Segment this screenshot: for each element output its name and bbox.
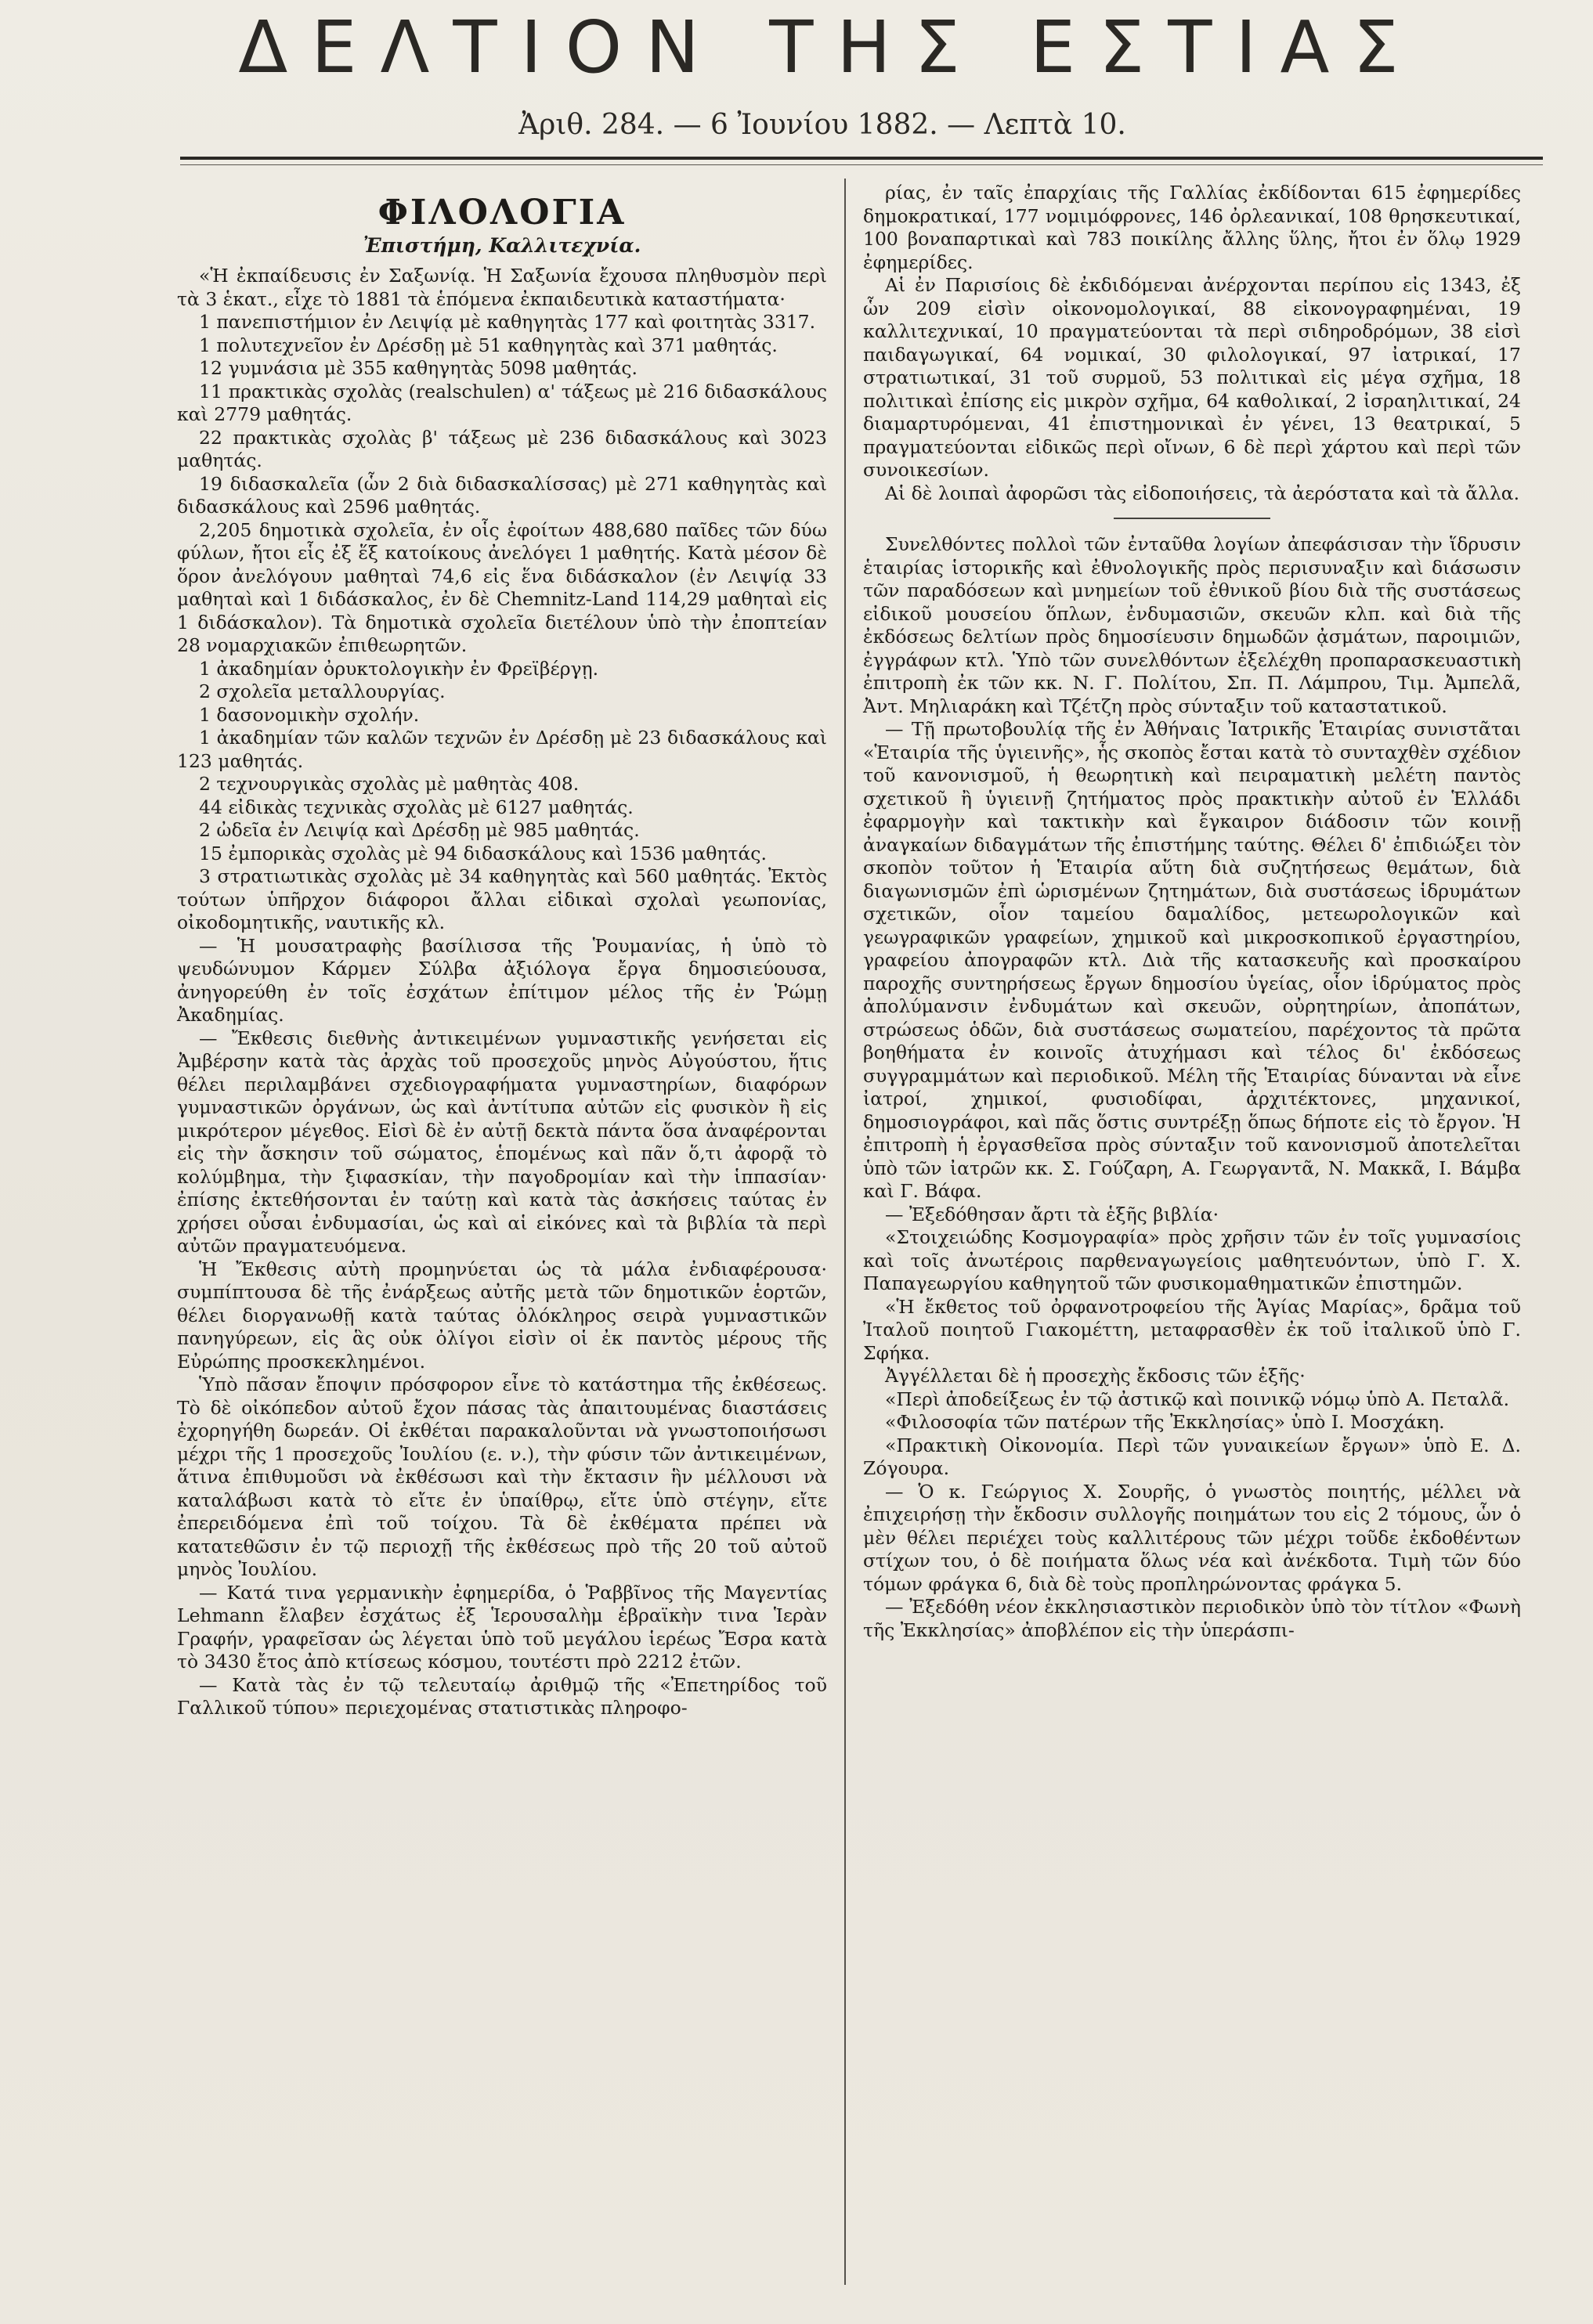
- right-column: [863, 182, 1521, 1642]
- article-paragraph: — Ἡ μουσατραφὴς βασίλισσα τῆς Ῥουμανίας, ἡ ὑπὸ τὸ ψευδώνυμον Κάρμεν Σύλβα ἀξιόλογα ἔργα δημοσιεύουσα, ἀνηγορεύθη ἐν τοῖς ἐσχάτων ἐπίτιμον μέλος τῆς ἐν Ῥώμῃ Ἀκαδημίας.: [177, 934, 827, 1026]
- article-paragraph: 1 πανεπιστήμιον ἐν Λειψίᾳ μὲ καθηγητὰς 177 καὶ φοιτητὰς 3317.: [199, 311, 816, 333]
- article-paragraph: «Ἡ ἔκθετος τοῦ ὀρφανοτροφείου τῆς Ἁγίας Μαρίας», δρᾶμα τοῦ Ἰταλοῦ ποιητοῦ Γιακομέττη, μεταφρασθὲν ἐκ τοῦ ἰταλικοῦ ὑπὸ Γ. Σφήκα.: [863, 1295, 1521, 1364]
- article-paragraph: 2 ὠδεῖα ἐν Λειψίᾳ καὶ Δρέσδῃ μὲ 985 μαθητάς.: [199, 819, 640, 841]
- left-paragraphs: [177, 265, 827, 1720]
- article-paragraph: Ὑπὸ πᾶσαν ἔποψιν πρόσφορον εἶνε τὸ κατάστημα τῆς ἐκθέσεως. Τὸ δὲ οἰκόπεδον αὐτοῦ ἔχον πάσας τὰς ἀπαιτουμένας διαστάσεις ἐχορηγήθη δωρεάν. Οἱ ἐκθέται παρακαλοῦνται νὰ γνωστοποιήσωσι μέχρι τῆς 1 προσεχοῦς Ἰουλίου (ε. ν.), τὴν φύσιν τῶν ἀντικειμένων, ἅτινα ἐπιθυμοῦσι νὰ ἐκθέσωσι καὶ τὴν ἔκτασιν ἣν μέλλουσι νὰ καταλάβωσι κατὰ τὸ εἴτε ἐν ὑπαίθρῳ, εἴτε ὑπὸ στέγην, εἴτε ἐπερειδόμενα ἐπὶ τοῦ τοίχου. Τὰ δὲ ἐκθέματα πρέπει νὰ κατατεθῶσιν ἐν τῷ περιοχῇ τῆς ἐκθέσεως πρὸ τῆς 20 τοῦ αὐτοῦ μηνὸς Ἰουλίου.: [177, 1373, 827, 1580]
- article-paragraph: 1 ἀκαδημίαν ὀρυκτολογικὴν ἐν Φρεϊβέργῃ.: [199, 657, 599, 680]
- article-paragraph: «Πρακτικὴ Οἰκονομία. Περὶ τῶν γυναικείων ἔργων» ὑπὸ Ε. Δ. Ζόγουρα.: [863, 1434, 1521, 1479]
- issue-line: Ἀριθ. 284. — 6 Ἰουνίου 1882. — Λεπτὰ 10.: [518, 109, 1126, 141]
- right-paragraphs-press: [863, 182, 1521, 505]
- article-paragraph: Ἡ Ἔκθεσις αὐτὴ προμηνύεται ὡς τὰ μάλα ἐνδιαφέρουσα· συμπίπτουσα δὲ τῆς ἐνάρξεως αὐτῆς μετὰ τῶν δημοτικῶν ἑορτῶν, θέλει διοργανωθῇ κατὰ ταύτας ὁλόκληρος σειρὰ γυμναστικῶν πανηγύρεων, εἰς ἃς οὐκ ὀλίγοι εἰσὶν οἱ ἐκ παντὸς μέρους τῆς Εὐρώπης προσκεκλημένοι.: [177, 1258, 827, 1373]
- article-paragraph: 3 στρατιωτικὰς σχολὰς μὲ 34 καθηγητὰς καὶ 560 μαθητάς. Ἐκτὸς τούτων ὑπῆρχον διάφοροι ἄλλαι εἰδικαὶ σχολαὶ γεωπονίας, οἰκοδομητικῆς, ναυτικῆς κλ.: [177, 865, 827, 933]
- article-paragraph: «Περὶ ἀποδείξεως ἐν τῷ ἀστικῷ καὶ ποινικῷ νόμῳ ὑπὸ Α. Πεταλᾶ.: [885, 1388, 1510, 1410]
- article-paragraph: Συνελθόντες πολλοὶ τῶν ἐνταῦθα λογίων ἀπεφάσισαν τὴν ἵδρυσιν ἑταιρίας ἱστορικῆς καὶ ἐθνολογικῆς πρὸς περισυναξιν καὶ διάσωσιν τῶν παραδόσεων καὶ μνημείων τοῦ ἐθνικοῦ βίου διὰ τῆς συστάσεως εἰδικοῦ μουσείου ὅπλων, ἐνδυμασιῶν, σκευῶν κλπ. καὶ διὰ τῆς ἐκδόσεως δελτίων πρὸς δημοσίευσιν δημωδῶν ᾀσμάτων, παροιμιῶν, ἐγγράφων κτλ. Ὑπὸ τῶν συνελθόντων ἐξελέχθη προπαρασκευαστικὴ ἐπιτροπὴ ἐκ τῶν κκ. Ν. Γ. Πολίτου, Σπ. Π. Λάμπρου, Τιμ. Ἀμπελᾶ, Ἀντ. Μηλιαράκη καὶ Τζέτζη πρὸς σύνταξιν τοῦ καταστατικοῦ.: [863, 533, 1521, 717]
- article-paragraph: 2 τεχνουργικὰς σχολὰς μὲ μαθητὰς 408.: [199, 773, 580, 795]
- masthead-title: ΔΕΛΤΙΟΝ ΤΗΣ ΕΣΤΙΑΣ: [238, 5, 1422, 89]
- right-paragraphs-news: [863, 533, 1521, 1642]
- article-paragraph: — Ἐξεδόθη νέον ἐκκλησιαστικὸν περιοδικὸν ὑπὸ τὸν τίτλον «Φωνὴ τῆς Ἐκκλησίας» ἀποβλέπον εἰς τὴν ὑπεράσπι-: [863, 1596, 1521, 1641]
- article-paragraph: «Φιλοσοφία τῶν πατέρων τῆς Ἐκκλησίας» ὑπὸ Ι. Μοσχάκη.: [885, 1411, 1445, 1433]
- article-paragraph: 2,205 δημοτικὰ σχολεῖα, ἐν οἷς ἐφοίτων 488,680 παῖδες τῶν δύω φύλων, ἤτοι εἷς ἐξ ἕξ κατοίκους ἀνελόγει 1 μαθητής. Κατὰ μέσον δὲ ὅρον ἀνελόγουν μαθηταὶ 74,6 εἰς ἕνα διδάσκαλον (ἐν Λειψίᾳ 33 μαθηταὶ καὶ 1 διδάσκαλος, ἐν δὲ Chemnitz-Land 114,29 μαθηταὶ εἰς 1 διδάσκαλον). Τὰ δημοτικὰ σχολεῖα διετέλουν ὑπὸ τὴν ἐποπτείαν 28 νομαρχιακῶν ἐπιθεωρητῶν.: [177, 518, 827, 656]
- article-paragraph: ρίας, ἐν ταῖς ἐπαρχίαις τῆς Γαλλίας ἐκδίδονται 615 ἐφημερίδες δημοκρατικαί, 177 νομιμόφρονες, 146 ὀρλεανικαί, 108 θρησκευτικαί, 100 βοναπαρτικαὶ καὶ 783 ποικίλης ἄλλης ὕλης, ἤτοι ἐν ὅλῳ 1929 ἐφημερίδες.: [863, 182, 1521, 273]
- article-paragraph: — Τῇ πρωτοβουλίᾳ τῆς ἐν Ἀθήναις Ἰατρικῆς Ἑταιρίας συνιστᾶται «Ἑταιρία τῆς ὑγιεινῆς», ἧς σκοπὸς ἔσται κατὰ τὸ συνταχθὲν σχέδιον τοῦ κανονισμοῦ, ἡ θεωρητικὴ καὶ πειραματικὴ μελέτη παντὸς σχετικοῦ ἢ ὑγιεινῇ ζητήματος πρὸς πρακτικὴν αὐτοῦ ἐν Ἑλλάδι ἐφαρμογὴν καὶ τακτικὴν καὶ ἔγκαιρον διάδοσιν τῶν κοινῇ ἀναγκαίων διδαγμάτων τῆς ἐπιστήμης ταύτης. Θέλει δ' ἐπιδιώξει τὸν σκοπὸν τοῦτον ἡ Ἑταιρία αὕτη διὰ συζητήσεως θεμάτων, διὰ διαγωνισμῶν ἐπὶ ὡρισμένων ζητημάτων, διὰ συστάσεως ἱδρυμάτων σχετικῶν, οἷον ταμείου δαμαλίδος, μετεωρολογικῶν καὶ γεωγραφικῶν γραφείων, χημικοῦ καὶ μικροσκοπικοῦ ἐργαστηρίου, γραφείου ἀπογραφῶν κτλ. Διὰ τῆς κατασκευῆς καὶ προσκαίρου παροχῆς συντηρήσεως ἔργων δημοσίου ὑγείας, οἷον ἱδρύματος πρὸς ἀπολύμανσιν ἐνδυμάτων καὶ σκευῶν, οὐρητηρίων, ἀποπάτων, στρώσεως ὁδῶν, διὰ συστάσεως σωματείου, παρέχοντος τὰ πρῶτα βοηθήματα ἐν κοινοῖς ἀτυχήμασι καὶ τέλος δι' ἐκδόσεως συγγραμμάτων καὶ περιοδικοῦ. Μέλη τῆς Ἑταιρίας δύνανται νὰ εἶνε ἰατροί, χημικοί, φυσιοδίφαι, ἀρχιτέκτονες, μηχανικοί, δημοσιογράφοι, καὶ πᾶς ὅστις συντρέξῃ ὅπως δήποτε εἰς τὸ ἔργον. Ἡ ἐπιτροπὴ ἡ ἐργασθεῖσα πρὸς σύνταξιν τοῦ κανονισμοῦ ἀποτελεῖται ὑπὸ τῶν ἰατρῶν κκ. Σ. Γούζαρη, Α. Γεωργαντᾶ, Ν. Μακκᾶ, Ι. Βάμβα καὶ Γ. Βάφα.: [863, 718, 1521, 1202]
- article-paragraph: 1 ἀκαδημίαν τῶν καλῶν τεχνῶν ἐν Δρέσδῃ μὲ 23 διδασκάλους καὶ 123 μαθητάς.: [177, 727, 827, 772]
- article-paragraph: Αἱ ἐν Παρισίοις δὲ ἐκδιδόμεναι ἀνέρχονται περίπου εἰς 1343, ἐξ ὧν 209 εἰσὶν οἰκονομολογικαί, 88 εἰκονογραφημέναι, 19 καλλιτεχνικαί, 10 πραγματεύονται τὰ περὶ σιδηροδρόμων, 38 εἰσὶ παιδαγωγικαί, 64 νομικαί, 30 φιλολογικαί, 97 ἰατρικαί, 17 στρατιωτικαί, 31 τοῦ συρμοῦ, 53 πολιτικαὶ εἰς μέγα σχῆμα, 18 πολιτικαὶ ἐπίσης εἰς μικρὸν σχῆμα, 64 καθολικαί, 2 ἰσραηλιτικαί, 24 διαμαρτυρόμεναι, 41 ἐπιστημονικαὶ ἐν γένει, 13 θεατρικαί, 5 πραγματεύονται εἰδικῶς περὶ οἴνων, 6 δὲ περὶ χάρτου καὶ περὶ τῶν συνοικεσίων.: [863, 274, 1521, 481]
- article-paragraph: — Ὁ κ. Γεώργιος Χ. Σουρῆς, ὁ γνωστὸς ποιητής, μέλλει νὰ ἐπιχειρήσῃ τὴν ἔκδοσιν συλλογῆς ποιημάτων του εἰς 2 τόμους, ὧν ὁ μὲν θέλει περιέχει τοὺς καλλιτέρους τῶν μέχρι τοῦδε ἐκδοθέντων στίχων του, ὁ δὲ ποιήματα ὅλως νέα καὶ ἀνέκδοτα. Τιμὴ τῶν δύο τόμων φράγκα 6, διὰ δὲ τοὺς προπληρώνοντας φράγκα 5.: [863, 1480, 1521, 1595]
- article-paragraph: Αἱ δὲ λοιπαὶ ἀφορῶσι τὰς εἰδοποιήσεις, τὰ ἀερόστατα καὶ τὰ ἄλλα.: [885, 482, 1520, 504]
- article-paragraph: — Ἐξεδόθησαν ἄρτι τὰ ἑξῆς βιβλία·: [885, 1203, 1219, 1225]
- article-paragraph: 44 εἰδικὰς τεχνικὰς σχολὰς μὲ 6127 μαθητάς.: [199, 796, 634, 818]
- article-paragraph: 22 πρακτικὰς σχολὰς β' τάξεως μὲ 236 διδασκάλους καὶ 3023 μαθητάς.: [177, 426, 827, 471]
- article-paragraph: — Κατὰ τὰς ἐν τῷ τελευταίῳ ἀριθμῷ τῆς «Ἐπετηρίδος τοῦ Γαλλικοῦ τύπου» περιεχομένας στατιστικὰς πληροφο-: [177, 1673, 827, 1719]
- article-paragraph: — Κατά τινα γερμανικὴν ἐφημερίδα, ὁ Ῥαββῖνος τῆς Μαγεντίας Lehmann ἔλαβεν ἐσχάτως ἐξ Ἱερουσαλὴμ ἑβραϊκὴν τινα Ἱερὰν Γραφήν, γραφεῖσαν ὡς λέγεται ὑπὸ τοῦ μεγάλου ἱερέως Ἔσρα κατὰ τὸ 3430 ἔτος ἀπὸ κτίσεως κόσμου, τουτέστι πρὸ 2212 ἐτῶν.: [177, 1581, 827, 1673]
- section-title: ΦΙΛΟΛΟΓΙΑ: [377, 193, 627, 233]
- column-divider: [844, 179, 846, 2285]
- article-paragraph: 19 διδασκαλεῖα (ὧν 2 διὰ διδασκαλίσσας) μὲ 271 καθηγητὰς καὶ διδασκάλους καὶ 2596 μαθητάς.: [177, 472, 827, 518]
- header-rule-thin: [180, 164, 1543, 165]
- article-paragraph: 11 πρακτικὰς σχολὰς (realschulen) α' τάξεως μὲ 216 διδασκάλους καὶ 2779 μαθητάς.: [177, 380, 827, 425]
- section-subtitle: Ἐπιστήμη, Καλλιτεχνία.: [363, 234, 641, 257]
- article-paragraph: 1 δασονομικὴν σχολήν.: [199, 703, 420, 726]
- article-paragraph: «Ἡ ἐκπαίδευσις ἐν Σαξωνίᾳ. Ἡ Σαξωνία ἔχουσα πληθυσμὸν περὶ τὰ 3 ἑκατ., εἶχε τὸ 1881 τὰ ἑπόμενα ἐκπαιδευτικὰ καταστήματα·: [177, 265, 827, 310]
- header-rule: [180, 157, 1543, 160]
- article-paragraph: 12 γυμνάσια μὲ 355 καθηγητὰς 5098 μαθητάς.: [199, 357, 638, 379]
- article-paragraph: «Στοιχειώδης Κοσμογραφία» πρὸς χρῆσιν τῶν ἐν τοῖς γυμνασίοις καὶ τοῖς ἀνωτέροις παρθεναγωγείοις μαθητευόντων, ὑπὸ Γ. Χ. Παπαγεωργίου καθηγητοῦ τῶν φυσικομαθηματικῶν ἐπιστημῶν.: [863, 1226, 1521, 1294]
- article-paragraph: 1 πολυτεχνεῖον ἐν Δρέσδῃ μὲ 51 καθηγητὰς καὶ 371 μαθητάς.: [199, 334, 778, 356]
- article-paragraph: — Ἔκθεσις διεθνὴς ἀντικειμένων γυμναστικῆς γενήσεται εἰς Ἀμβέρσην κατὰ τὰς ἀρχὰς τοῦ προσεχοῦς μηνὸς Αὐγούστου, ἥτις θέλει περιλαμβάνει σχεδιογραφήματα γυμναστηρίων, διαφόρων γυμναστικῶν ὀργάνων, ὡς καὶ ἀντίτυπα αὐτῶν εἰς φυσικὸν ἢ εἰς μικρότερον μέγεθος. Εἰσὶ δὲ ἐν αὐτῇ δεκτὰ πάντα ὅσα ἀναφέρονται εἰς τὴν ἄσκησιν τοῦ σώματος, ἑπομένως καὶ πᾶν ὅ,τι ἀφορᾷ τὸ κολύμβημα, τὴν ξιφασκίαν, τὴν παγοδρομίαν καὶ τὴν ἱππασίαν· ἐπίσης ἐκτεθήσονται ἐν ταύτῃ καὶ κατὰ τὰς ἀσκήσεις ταύτας ἐν χρήσει οὖσαι ἐνδυμασίαι, ὡς καὶ αἱ εἰκόνες καὶ τὰ βιβλία τὰ περὶ αὐτῶν πραγματευόμενα.: [177, 1027, 827, 1257]
- article-paragraph: Ἀγγέλλεται δὲ ἡ προσεχὴς ἔκδοσις τῶν ἑξῆς·: [885, 1365, 1306, 1387]
- article-paragraph: 2 σχολεῖα μεταλλουργίας.: [199, 680, 446, 702]
- left-column: [177, 182, 827, 1720]
- article-paragraph: 15 ἐμπορικὰς σχολὰς μὲ 94 διδασκάλους καὶ 1536 μαθητάς.: [199, 842, 767, 864]
- short-divider: [1114, 518, 1270, 519]
